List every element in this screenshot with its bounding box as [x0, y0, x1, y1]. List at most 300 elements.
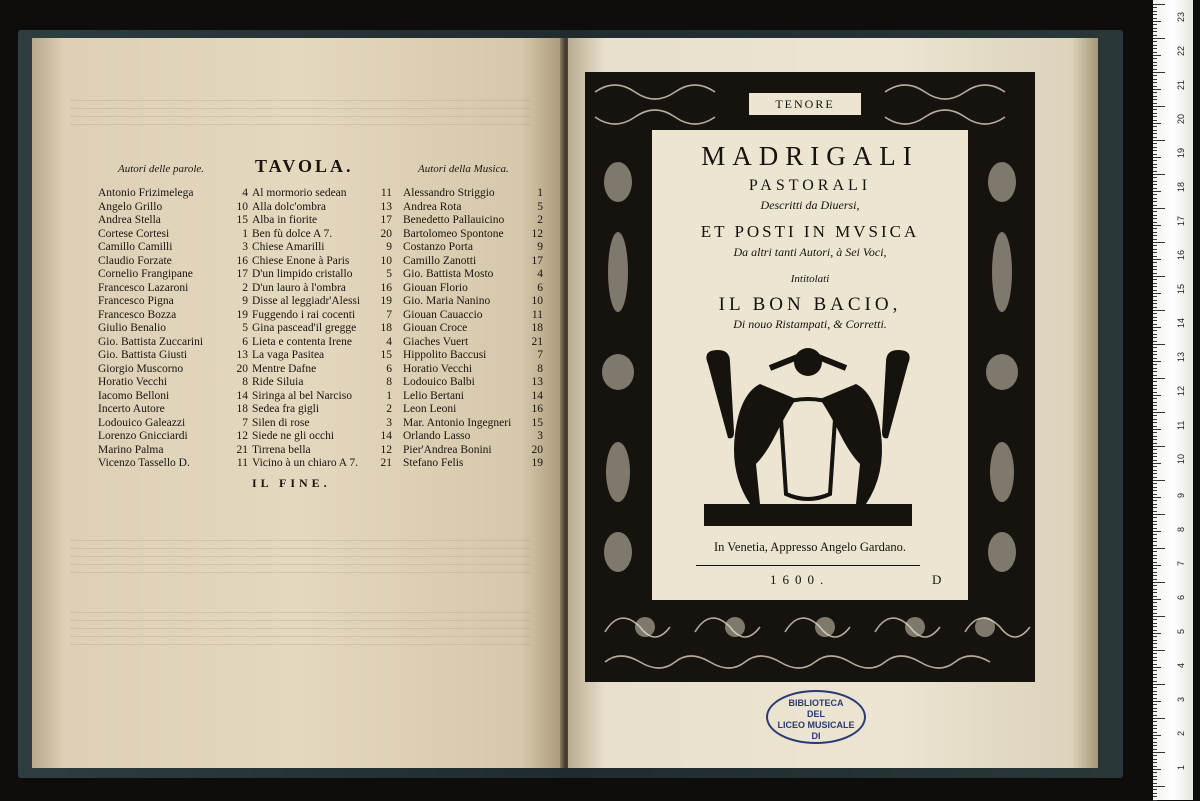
ruler-label: 14 [1176, 317, 1186, 328]
ruler-label: 3 [1176, 696, 1186, 702]
ruler-label: 16 [1176, 249, 1186, 260]
ruler-tick [1153, 45, 1157, 46]
ruler-tick [1153, 602, 1157, 603]
ruler-tick [1153, 388, 1157, 389]
ruler-tick [1153, 72, 1165, 73]
ruler-tick [1153, 769, 1161, 770]
list-item: Lieta e contenta Irene 4 [252, 335, 392, 348]
ruler-tick [1153, 650, 1165, 651]
list-item: Camillo Camilli 3 [98, 241, 248, 253]
ruler-tick [1153, 109, 1157, 110]
ruler-tick [1153, 337, 1157, 338]
ruler-tick [1153, 446, 1165, 447]
list-item: Marino Palma 21 [98, 443, 248, 456]
ruler-tick [1153, 429, 1161, 430]
ruler-tick [1153, 381, 1157, 382]
ruler-tick [1153, 62, 1157, 63]
list-item: Bartolomeo Spontone 12 [403, 227, 543, 240]
ruler-tick [1153, 283, 1157, 284]
ruler-tick [1153, 432, 1157, 433]
ruler-tick [1153, 14, 1157, 15]
ruler-tick [1153, 344, 1165, 345]
ruler-tick [1153, 79, 1157, 80]
reprint-line: Di nouo Ristampati, & Corretti. [733, 317, 887, 331]
ruler-tick [1153, 694, 1157, 695]
ruler-tick [1153, 130, 1157, 131]
list-item: Giouan Florio 6 [403, 281, 543, 294]
ruler-tick [1153, 521, 1157, 522]
ruler-tick [1153, 500, 1157, 501]
ruler-tick [1153, 276, 1165, 277]
ruler-tick [1153, 279, 1157, 280]
ruler-tick [1153, 398, 1157, 399]
ruler-tick [1153, 28, 1157, 29]
ruler-label: 9 [1176, 492, 1186, 498]
ruler-tick [1153, 415, 1157, 416]
ruler-tick [1153, 296, 1157, 297]
ruler-tick [1153, 409, 1157, 410]
ruler-tick [1153, 402, 1157, 403]
list-item: Chiese Amarilli 9 [252, 241, 392, 253]
ruler-tick [1153, 103, 1157, 104]
ruler-tick [1153, 507, 1157, 508]
ruler-tick [1153, 439, 1157, 440]
list-item: Costanzo Porta 9 [403, 241, 543, 253]
ruler-tick [1153, 65, 1157, 66]
ruler-tick [1153, 504, 1157, 505]
ruler-label: 18 [1176, 181, 1186, 192]
ruler-tick [1153, 776, 1157, 777]
ruler-tick [1153, 269, 1157, 270]
tavola-title: TAVOLA. [255, 156, 354, 176]
ruler-label: 13 [1176, 351, 1186, 362]
ruler-tick [1153, 609, 1157, 610]
ruler-tick [1153, 449, 1157, 450]
ruler-tick [1153, 473, 1157, 474]
ruler-label: 4 [1176, 662, 1186, 668]
list-item: Lodouico Galeazzi 7 [98, 416, 248, 429]
subtitle-pastorali: PASTORALI [748, 177, 872, 194]
ruler-tick [1153, 48, 1157, 49]
ruler-tick [1153, 392, 1157, 393]
ruler-tick [1153, 551, 1157, 552]
ruler-tick [1153, 572, 1157, 573]
ruler-tick [1153, 796, 1157, 797]
ruler-tick [1153, 249, 1157, 250]
ruler-tick [1153, 667, 1161, 668]
list-item: D'un lauro à l'ombra 16 [252, 281, 392, 294]
ruler-tick [1153, 732, 1157, 733]
ruler-tick [1153, 232, 1157, 233]
ruler-tick [1153, 307, 1157, 308]
imprint-line: In Venetia, Appresso Angelo Gardano. [713, 540, 907, 554]
ruler-label: 17 [1176, 215, 1186, 226]
list-item: Claudio Forzate 16 [98, 254, 248, 267]
ruler-tick [1153, 606, 1157, 607]
list-item: Hippolito Baccusi 7 [403, 349, 543, 361]
ruler-tick [1153, 579, 1157, 580]
list-item: Incerto Autore 18 [98, 403, 248, 415]
ruler-tick [1153, 259, 1161, 260]
ruler-tick [1153, 310, 1165, 311]
ruler-tick [1153, 123, 1161, 124]
ruler-label: 7 [1176, 560, 1186, 566]
ruler-tick [1153, 633, 1161, 634]
ruler-tick [1153, 18, 1157, 19]
ruler-tick [1153, 735, 1161, 736]
ruler-tick [1153, 4, 1165, 5]
ruler-tick [1153, 786, 1165, 787]
list-item: Sedea fra gigli 2 [252, 403, 392, 415]
list-item: Angelo Grillo 10 [98, 200, 248, 213]
list-item: Giouan Cauaccio 11 [403, 308, 543, 321]
ruler-tick [1153, 677, 1157, 678]
ruler-tick [1153, 38, 1165, 39]
list-item: La vaga Pasitea 15 [252, 349, 392, 361]
ruler-tick [1153, 116, 1157, 117]
list-item: Stefano Felis 19 [403, 457, 543, 469]
ruler-tick [1153, 613, 1157, 614]
ruler-tick [1153, 789, 1157, 790]
list-item: Lodouico Balbi 13 [403, 376, 543, 388]
list-item: Giaches Vuert 21 [403, 335, 543, 348]
ruler-tick [1153, 664, 1157, 665]
ruler-tick [1153, 541, 1157, 542]
ruler-tick [1153, 177, 1157, 178]
ruler-tick [1153, 487, 1157, 488]
ruler-tick [1153, 106, 1165, 107]
ruler-tick [1153, 623, 1157, 624]
ruler-tick [1153, 721, 1157, 722]
list-item: Andrea Stella 15 [98, 214, 248, 226]
ruler-tick [1153, 11, 1157, 12]
list-item: Gio. Maria Nanino 10 [403, 295, 543, 307]
ruler-tick [1153, 755, 1157, 756]
ruler-tick [1153, 303, 1157, 304]
work-title: IL BON BACIO, [718, 294, 902, 315]
list-item: Camillo Zanotti 17 [403, 254, 543, 267]
ruler-tick [1153, 341, 1157, 342]
ruler-tick [1153, 749, 1157, 750]
ruler-tick [1153, 31, 1157, 32]
signature-mark: D [932, 572, 942, 587]
ruler-tick [1153, 582, 1165, 583]
ruler-tick [1153, 126, 1157, 127]
ruler-tick [1153, 286, 1157, 287]
ruler-tick [1153, 528, 1157, 529]
ruler-label: 23 [1176, 11, 1186, 22]
ruler-tick [1153, 52, 1157, 53]
ruler-tick [1153, 347, 1157, 348]
ruler-tick [1153, 24, 1157, 25]
ruler-tick [1153, 41, 1157, 42]
list-item: Mar. Antonio Ingegneri 15 [403, 416, 543, 429]
ruler-tick [1153, 422, 1157, 423]
ruler-tick [1153, 728, 1157, 729]
list-item: Alla dolc'ombra 13 [252, 200, 392, 213]
ruler-tick [1153, 245, 1157, 246]
ruler-tick [1153, 55, 1161, 56]
ruler-tick [1153, 293, 1161, 294]
ruler-tick [1153, 701, 1161, 702]
ruler-tick [1153, 86, 1157, 87]
ruler-tick [1153, 783, 1157, 784]
ruler-tick [1153, 395, 1161, 396]
ruler-tick [1153, 534, 1157, 535]
ruler-tick [1153, 630, 1157, 631]
ruler-tick [1153, 419, 1157, 420]
ruler-tick [1153, 548, 1165, 549]
ruler-tick [1153, 405, 1157, 406]
list-item: Chiese Enone à Paris 10 [252, 254, 392, 267]
ruler-tick [1153, 647, 1157, 648]
ruler-tick [1153, 511, 1157, 512]
ruler-tick [1153, 772, 1157, 773]
ruler-tick [1153, 670, 1157, 671]
ruler-tick [1153, 412, 1165, 413]
ruler-tick [1153, 96, 1157, 97]
list-item: Ben fù dolce A 7. 20 [252, 227, 392, 240]
ruler-label: 12 [1176, 385, 1186, 396]
ruler-tick [1153, 320, 1157, 321]
list-item: Alba in fiorite 17 [252, 214, 392, 226]
ruler-tick [1153, 171, 1157, 172]
ruler-tick [1153, 674, 1157, 675]
list-item: Cortese Cortesi 1 [98, 227, 248, 240]
list-item: Vicenzo Tassello D. 11 [98, 457, 248, 469]
ruler-tick [1153, 636, 1157, 637]
ruler-tick [1153, 228, 1157, 229]
ruler-tick [1153, 483, 1157, 484]
ruler-tick [1153, 585, 1157, 586]
ruler-tick [1153, 555, 1157, 556]
ruler-tick [1153, 494, 1157, 495]
ruler-tick [1153, 239, 1157, 240]
ruler-tick [1153, 718, 1165, 719]
ruler-tick [1153, 35, 1157, 36]
ruler-tick [1153, 218, 1157, 219]
ruler-tick [1153, 793, 1157, 794]
list-item: Giorgio Muscorno 20 [98, 362, 248, 375]
ruler-tick [1153, 575, 1157, 576]
ruler-label: 20 [1176, 113, 1186, 124]
ruler-tick [1153, 184, 1157, 185]
ruler-tick [1153, 133, 1157, 134]
list-item: Gio. Battista Zuccarini 6 [98, 335, 248, 348]
ruler-tick [1153, 517, 1157, 518]
ruler-tick [1153, 385, 1157, 386]
ruler-label: 22 [1176, 45, 1186, 56]
ruler-tick [1153, 262, 1157, 263]
ruler-tick [1153, 453, 1157, 454]
music-authors-list [403, 187, 543, 471]
ruler-tick [1153, 188, 1157, 189]
ruler-tick [1153, 157, 1161, 158]
ruler-tick [1153, 715, 1157, 716]
described-line: Descritti da Diuersi, [760, 198, 860, 212]
ruler-tick [1153, 140, 1165, 141]
ruler-tick [1153, 194, 1157, 195]
ruler-tick [1153, 313, 1157, 314]
ruler-tick [1153, 466, 1157, 467]
ruler-tick [1153, 456, 1157, 457]
list-item: Horatio Vecchi 8 [403, 362, 543, 375]
ruler-tick [1153, 215, 1157, 216]
library-stamp: BIBLIOTECA DEL LICEO MUSICALE DI [766, 690, 866, 744]
printers-mark-icon [700, 344, 916, 530]
list-item: Orlando Lasso 3 [403, 430, 543, 442]
end-marker: IL FINE. [252, 476, 331, 490]
list-item: Vicino à un chiaro A 7. 21 [252, 457, 392, 469]
ruler-tick [1153, 497, 1161, 498]
ruler-tick [1153, 99, 1157, 100]
ruler-tick [1153, 235, 1157, 236]
ruler-tick [1153, 82, 1157, 83]
list-item: Fuggendo i rai cocenti 7 [252, 308, 392, 321]
ruler-tick [1153, 273, 1157, 274]
ruler-tick [1153, 69, 1157, 70]
ruler-tick [1153, 538, 1157, 539]
ruler-tick [1153, 766, 1157, 767]
list-item: Ride Siluia 8 [252, 376, 392, 388]
ruler-tick [1153, 198, 1157, 199]
ruler-tick [1153, 616, 1165, 617]
ruler-label: 6 [1176, 594, 1186, 600]
ruler-tick [1153, 330, 1157, 331]
ruler-tick [1153, 426, 1157, 427]
ruler-tick [1153, 477, 1157, 478]
ruler-tick [1153, 92, 1157, 93]
list-item: Mentre Dafne 6 [252, 362, 392, 375]
ruler-tick [1153, 599, 1161, 600]
ruler-label: 10 [1176, 453, 1186, 464]
ruler-tick [1153, 681, 1157, 682]
list-item: Lelio Bertani 14 [403, 389, 543, 402]
ruler-tick [1153, 164, 1157, 165]
ruler-tick [1153, 354, 1157, 355]
ruler-tick [1153, 691, 1157, 692]
list-item: Gio. Battista Mosto 4 [403, 268, 543, 280]
list-item: Cornelio Frangipane 17 [98, 268, 248, 280]
ruler-tick [1153, 704, 1157, 705]
ruler-tick [1153, 371, 1157, 372]
ruler-tick [1153, 256, 1157, 257]
ruler-tick [1153, 640, 1157, 641]
ruler-tick [1153, 324, 1157, 325]
ruler-tick [1153, 351, 1157, 352]
ruler-tick [1153, 592, 1157, 593]
ruler-tick [1153, 626, 1157, 627]
ruler-tick [1153, 327, 1161, 328]
ruler-tick [1153, 205, 1157, 206]
ruler-tick [1153, 653, 1157, 654]
ruler-tick [1153, 290, 1157, 291]
list-item: Horatio Vecchi 8 [98, 376, 248, 388]
list-item: Francesco Bozza 19 [98, 308, 248, 321]
ruler-tick [1153, 619, 1157, 620]
ruler-tick [1153, 660, 1157, 661]
list-item: Silen di rose 3 [252, 416, 392, 429]
list-item: Antonio Frizimelega 4 [98, 187, 248, 199]
list-item: Siede ne gli occhi 14 [252, 430, 392, 442]
ruler-tick [1153, 378, 1165, 379]
ruler-tick [1153, 147, 1157, 148]
ruler-label: 8 [1176, 526, 1186, 532]
ruler-tick [1153, 113, 1157, 114]
list-item: Tirrena bella 12 [252, 443, 392, 456]
ruler-tick [1153, 222, 1157, 223]
ruler-tick [1153, 368, 1157, 369]
ruler-tick [1153, 191, 1161, 192]
ruler-tick [1153, 201, 1157, 202]
ruler-tick [1153, 684, 1165, 685]
entitled-line: Intitolati [790, 273, 830, 285]
list-item: Gio. Battista Giusti 13 [98, 349, 248, 361]
ruler-tick [1153, 779, 1157, 780]
list-item: Francesco Lazaroni 2 [98, 281, 248, 294]
ruler-tick [1153, 252, 1157, 253]
voice-label: TENORE [748, 92, 862, 116]
ruler-tick [1153, 725, 1157, 726]
ruler-tick [1153, 762, 1157, 763]
ruler-label: 2 [1176, 730, 1186, 736]
ruler-tick [1153, 266, 1157, 267]
list-item: Alessandro Striggio 1 [403, 187, 543, 199]
ruler-tick [1153, 160, 1157, 161]
ruler-tick [1153, 514, 1165, 515]
ruler-tick [1153, 225, 1161, 226]
ruler-tick [1153, 708, 1157, 709]
list-item: Gina pascead'il gregge 18 [252, 322, 392, 334]
ruler-tick [1153, 7, 1157, 8]
list-item: Francesco Pigna 9 [98, 295, 248, 307]
ruler-tick [1153, 687, 1157, 688]
ruler-tick [1153, 745, 1157, 746]
header-music-authors: Autori della Musica. [418, 163, 509, 175]
music-line: ET POSTI IN MVSICA [700, 222, 920, 241]
list-item: Giouan Croce 18 [403, 322, 543, 334]
ruler-tick [1153, 375, 1157, 376]
list-item: Leon Leoni 16 [403, 403, 543, 415]
ruler-tick [1153, 742, 1157, 743]
word-authors-list [98, 187, 248, 471]
ruler-tick [1153, 137, 1157, 138]
titles-list [252, 187, 392, 471]
list-item: Al mormorio sedean 11 [252, 187, 392, 199]
ruler-tick [1153, 443, 1157, 444]
list-item: Iacomo Belloni 14 [98, 389, 248, 402]
title-madrigali: MADRIGALI [701, 141, 919, 171]
ruler-tick [1153, 211, 1157, 212]
ruler-tick [1153, 208, 1165, 209]
ruler-label: 19 [1176, 147, 1186, 158]
ruler-tick [1153, 524, 1157, 525]
ruler-tick [1153, 698, 1157, 699]
ruler-tick [1153, 58, 1157, 59]
ruler-label: 21 [1176, 79, 1186, 90]
list-item: Andrea Rota 5 [403, 200, 543, 213]
ruler-tick [1153, 143, 1157, 144]
ruler-tick [1153, 364, 1157, 365]
ruler-tick [1153, 154, 1157, 155]
ruler-tick [1153, 89, 1161, 90]
header-word-authors: Autori delle parole. [118, 163, 205, 175]
ruler-tick [1153, 167, 1157, 168]
ruler-tick [1153, 752, 1165, 753]
ruler-label: 11 [1176, 420, 1186, 430]
ruler-tick [1153, 174, 1165, 175]
ruler-tick [1153, 181, 1157, 182]
